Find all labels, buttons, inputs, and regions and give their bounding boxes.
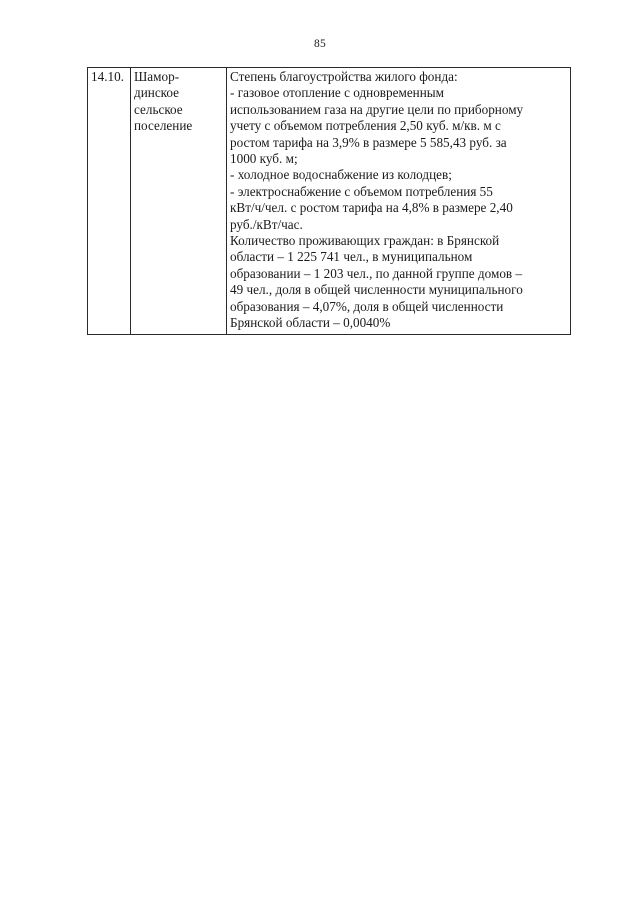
name-line: сельское <box>134 101 183 117</box>
name-line: поселение <box>134 118 193 134</box>
name-line: Шамор- <box>134 69 180 84</box>
description-line: Количество проживающих граждан: в Брянской <box>230 233 500 249</box>
description-line: образовании – 1 203 чел., по данной группе домов – <box>230 265 523 281</box>
description-line: Степень благоустройства жилого фонда: <box>230 69 458 84</box>
table-row <box>88 68 571 335</box>
description-line: Брянской области – 0,0040% <box>230 315 391 331</box>
description-line: ростом тарифа на 3,9% в размере 5 585,43 руб. за <box>230 134 507 150</box>
description-line: - холодное водоснабжение из колодцев; <box>230 167 452 183</box>
description-line: использованием газа на другие цели по приборному <box>230 101 524 117</box>
municipality-name-cell <box>131 68 227 335</box>
page-number: 85 <box>313 38 327 50</box>
row-number-cell: 14.10. <box>88 68 131 335</box>
description-line: 1000 куб. м; <box>230 151 298 167</box>
description-line: 49 чел., доля в общей численности муниципального <box>230 282 523 298</box>
description-line: - газовое отопление с одновременным <box>230 85 444 101</box>
description-line: руб./кВт/час. <box>230 216 303 232</box>
description-cell <box>227 68 571 335</box>
municipality-table <box>87 67 571 335</box>
description-line: - электроснабжение с объемом потребления 55 <box>230 183 493 199</box>
description-line: учету с объемом потребления 2,50 куб. м/кв. м с <box>230 118 501 134</box>
description-line: кВт/ч/чел. с ростом тарифа на 4,8% в размере 2,40 <box>230 200 513 216</box>
description-line: области – 1 225 741 чел., в муниципальном <box>230 249 473 265</box>
description-line: образования – 4,07%, доля в общей численности <box>230 298 504 314</box>
name-line: динское <box>134 85 180 101</box>
